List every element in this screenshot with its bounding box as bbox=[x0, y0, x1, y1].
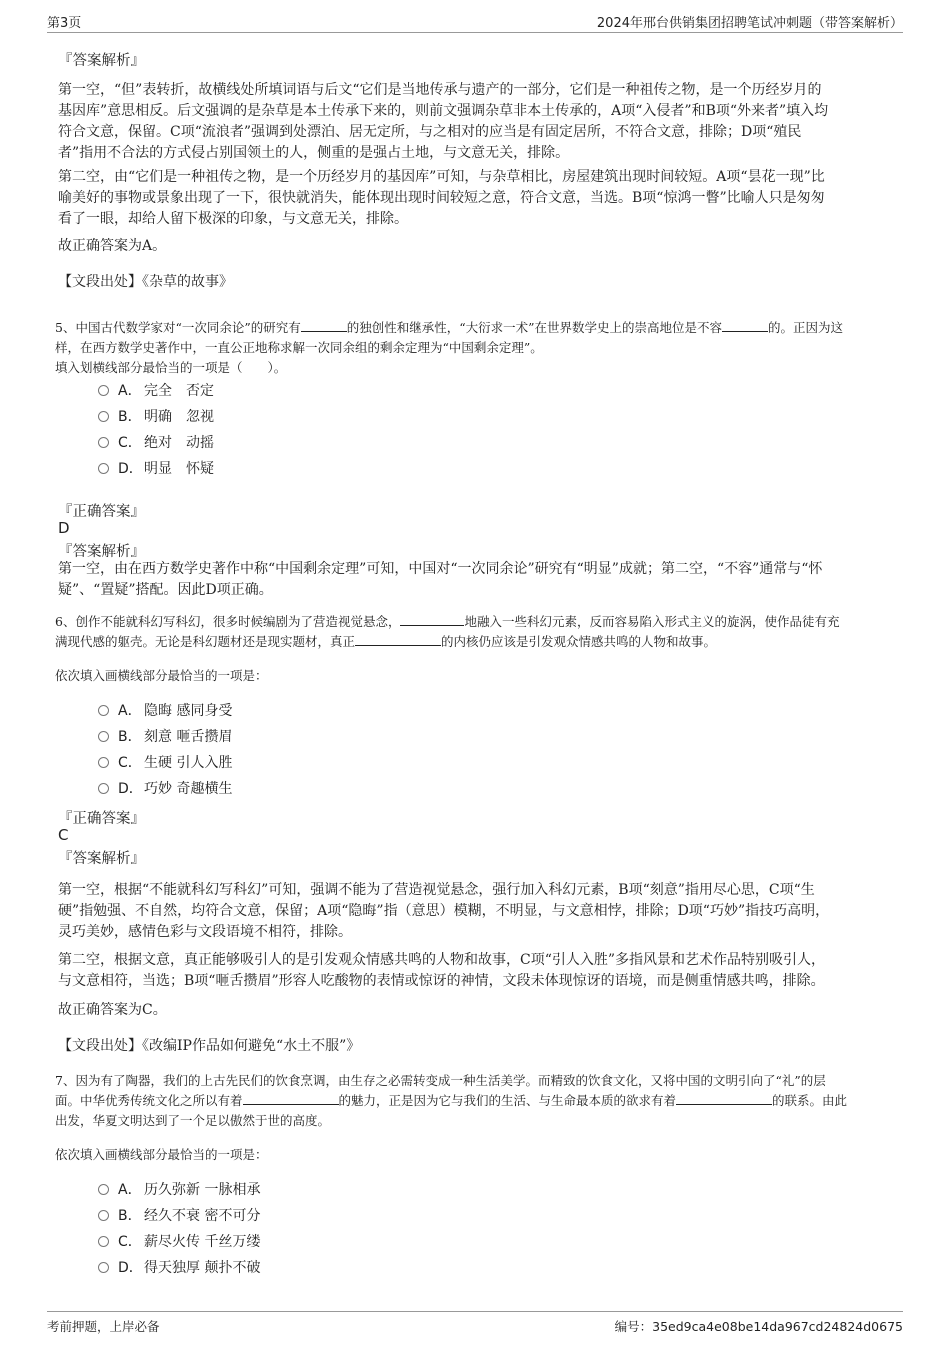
option-a[interactable]: A． 隐晦 感同身受 bbox=[98, 701, 232, 721]
text-line: 与文意相符，当选；B项“咂舌攒眉”形容人吃酸物的表情或惊讶的神情，文段未体现惊讶的语境，而是侧重情感共鸣，排除。 bbox=[58, 973, 825, 989]
option-a[interactable]: A． 完全 否定 bbox=[98, 381, 214, 401]
question-line: 满现代感的躯壳。无论是科幻题材还是现实题材，真正 的内核仍应该是引发观众情感共鸣的人物和故事。 bbox=[55, 634, 717, 649]
fill-blank bbox=[355, 632, 441, 646]
analysis-paragraph-2 bbox=[58, 950, 908, 992]
footer-slogan: 考前押题，上岸必备 bbox=[47, 1319, 160, 1334]
radio-icon[interactable] bbox=[98, 1184, 109, 1195]
analysis-paragraph-1 bbox=[58, 80, 908, 164]
question-prompt: 填入划横线部分最恰当的一项是（ ）。 bbox=[55, 360, 287, 375]
question-line: 出发，华夏文明达到了一个足以傲然于世的高度。 bbox=[55, 1113, 331, 1128]
option-b[interactable]: B． 刻意 咂舌攒眉 bbox=[98, 727, 232, 747]
correct-answer: D bbox=[58, 519, 70, 537]
question-line: 5、中国古代数学家对“一次同余论”的研究有 的独创性和继承性，“大衍求一术”在世界数学史上的崇高地位是不容 的。正因为这 bbox=[55, 320, 844, 335]
analysis-conclusion: 故正确答案为A。 bbox=[58, 238, 167, 254]
radio-icon[interactable] bbox=[98, 731, 109, 742]
document-code: 编号：35ed9ca4e08be14da967cd24824d0675 bbox=[614, 1319, 903, 1334]
option-c[interactable]: C． 生硬 引人入胜 bbox=[98, 753, 232, 773]
option-a[interactable]: A． 历久弥新 一脉相承 bbox=[98, 1180, 260, 1200]
option-b[interactable]: B． 经久不衰 密不可分 bbox=[98, 1206, 260, 1226]
option-c[interactable]: C． 薪尽火传 千丝万缕 bbox=[98, 1232, 260, 1252]
option-d[interactable]: D．巧妙 奇趣横生 bbox=[98, 779, 232, 799]
analysis-label: 『答案解析』 bbox=[58, 851, 145, 867]
text-line: 第一空，由在西方数学史著作中称“中国剩余定理”可知，中国对“一次同余论”研究有“明显”成就；第二空，“不容”通常与“怀 bbox=[58, 561, 823, 577]
fill-blank bbox=[722, 318, 768, 332]
question-line: 6、创作不能就科幻写科幻，很多时候编剧为了营造视觉悬念， 地融入一些科幻元素，反而容易陷入形式主义的旋涡，使作品徒有充 bbox=[55, 614, 840, 629]
question-line: 面。中华优秀传统文化之所以有着 的魅力，正是因为它与我们的生活、与生命最本质的欲求有着 的联系。由此 bbox=[55, 1093, 848, 1108]
radio-icon[interactable] bbox=[98, 411, 109, 422]
analysis-label: 『答案解析』 bbox=[58, 544, 145, 560]
radio-icon[interactable] bbox=[98, 385, 109, 396]
question-prompt: 依次填入画横线部分最恰当的一项是： bbox=[55, 668, 268, 683]
text-line: 第一空，根据“不能就科幻写科幻”可知，强调不能为了营造视觉悬念，强行加入科幻元素，B项“刻意”指用尽心思，C项“生 bbox=[58, 882, 815, 898]
text-line: 看了一眼，却给人留下极深的印象，与文意无关，排除。 bbox=[58, 211, 408, 227]
text-line: 基因库”意思相反。后文强调的是杂草是本土传承下来的，则前文强调杂草非本土传承的，A项“入侵者”和B项“外来者”填入均 bbox=[58, 103, 829, 119]
option-d[interactable]: D．得天独厚 颠扑不破 bbox=[98, 1258, 260, 1278]
text-line: 灵巧美妙，感情色彩与文段语境不相符，排除。 bbox=[58, 924, 352, 940]
correct-answer: C bbox=[58, 826, 69, 844]
question-6 bbox=[55, 612, 907, 652]
text-line: 疑”、“置疑”搭配。因此D项正确。 bbox=[58, 582, 273, 598]
question-line: 样，在西方数学史著作中，一直公正地称求解一次同余组的剩余定理为“中国剩余定理”。 bbox=[55, 340, 543, 355]
fill-blank bbox=[400, 612, 464, 626]
fill-blank bbox=[301, 318, 347, 332]
correct-answer-label: 『正确答案』 bbox=[58, 811, 145, 827]
page-header bbox=[47, 10, 903, 33]
question-line: 7、因为有了陶器，我们的上古先民们的饮食烹调，由生存之必需转变成一种生活美学。而精致的饮食文化，又将中国的文明引向了“礼”的层 bbox=[55, 1073, 826, 1088]
question-7 bbox=[55, 1071, 907, 1131]
fill-blank bbox=[243, 1091, 339, 1105]
analysis-label: 『答案解析』 bbox=[58, 53, 145, 69]
option-b[interactable]: B． 明确 忽视 bbox=[98, 407, 214, 427]
radio-icon[interactable] bbox=[98, 1262, 109, 1273]
text-line: 喻美好的事物或景象出现了一下，很快就消失，能体现出现时间较短之意，符合文意，当选。B项“惊鸿一瞥”比喻人只是匆匆 bbox=[58, 190, 825, 206]
question-5 bbox=[55, 318, 907, 378]
radio-icon[interactable] bbox=[98, 783, 109, 794]
text-line: 第一空，“但”表转折，故横线处所填词语与后文“它们是当地传承与遗产的一部分，它们是一种祖传之物，是一个历经岁月的 bbox=[58, 82, 822, 98]
option-d[interactable]: D．明显 怀疑 bbox=[98, 459, 214, 479]
analysis-paragraph bbox=[58, 559, 908, 601]
text-line: 者”指用不合法的方式侵占别国领土的人，侧重的是强占土地，与文意无关，排除。 bbox=[58, 145, 570, 161]
text-line: 第二空，由“它们是一种祖传之物，是一个历经岁月的基因库”可知，与杂草相比，房屋建筑出现时间较短。A项“昙花一现”比 bbox=[58, 169, 825, 185]
text-line: 符合文意，保留。C项“流浪者”强调到处漂泊、居无定所，与之相对的应当是有固定居所，不符合文意，排除；D项“殖民 bbox=[58, 124, 802, 140]
correct-answer-label: 『正确答案』 bbox=[58, 504, 145, 520]
radio-icon[interactable] bbox=[98, 1210, 109, 1221]
radio-icon[interactable] bbox=[98, 757, 109, 768]
analysis-paragraph-2 bbox=[58, 167, 908, 230]
radio-icon[interactable] bbox=[98, 437, 109, 448]
document-title: 2024年邢台供销集团招聘笔试冲刺题（带答案解析） bbox=[596, 16, 903, 31]
analysis-paragraph-1 bbox=[58, 880, 908, 943]
passage-source: 【文段出处】《杂草的故事》 bbox=[58, 274, 233, 290]
option-c[interactable]: C． 绝对 动摇 bbox=[98, 433, 214, 453]
text-line: 硬”指勉强、不自然，均符合文意，保留；A项“隐晦”指（意思）模糊，不明显，与文意相悖，排除；D项“巧妙”指技巧高明， bbox=[58, 903, 830, 919]
page-footer bbox=[47, 1311, 903, 1338]
radio-icon[interactable] bbox=[98, 463, 109, 474]
radio-icon[interactable] bbox=[98, 705, 109, 716]
page-number: 第3页 bbox=[47, 16, 82, 31]
analysis-conclusion: 故正确答案为C。 bbox=[58, 1002, 167, 1018]
fill-blank bbox=[676, 1091, 772, 1105]
radio-icon[interactable] bbox=[98, 1236, 109, 1247]
text-line: 第二空，根据文意，真正能够吸引人的是引发观众情感共鸣的人物和故事，C项“引人入胜”多指风景和艺术作品特别吸引人， bbox=[58, 952, 826, 968]
passage-source: 【文段出处】《改编IP作品如何避免“水土不服”》 bbox=[58, 1038, 361, 1054]
question-prompt: 依次填入画横线部分最恰当的一项是： bbox=[55, 1147, 268, 1162]
